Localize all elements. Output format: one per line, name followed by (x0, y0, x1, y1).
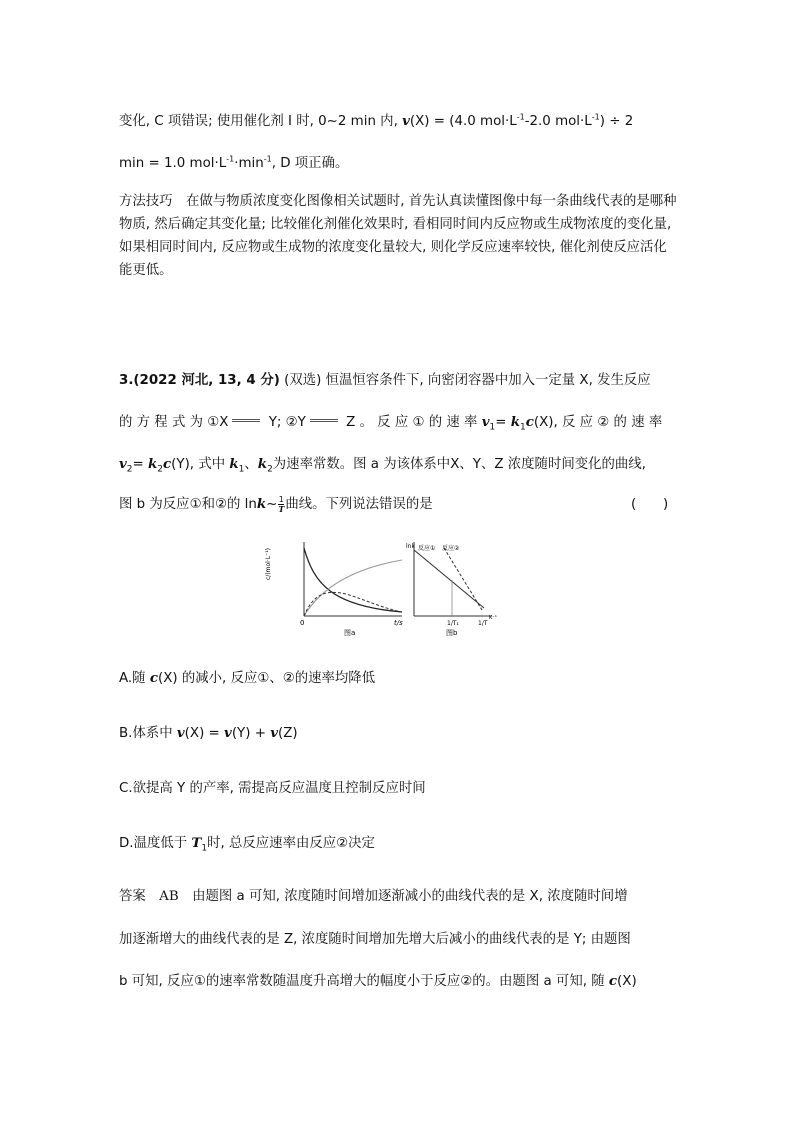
subscript: 2 (157, 464, 164, 475)
question-number: 3. (119, 373, 134, 388)
curve-z (304, 560, 402, 616)
text: 时, 总反应速率由反应②决定 (207, 836, 375, 851)
text: D.温度低于 (119, 836, 188, 851)
question-line-2 (119, 411, 662, 433)
text: 的 方 程 式 为 ①X (119, 415, 229, 430)
b-legend1: 反应① (418, 545, 436, 552)
subscript: 1 (238, 464, 245, 475)
option-d (119, 832, 375, 854)
text: = (495, 415, 511, 430)
a-caption: 图a (344, 629, 356, 637)
text: -2.0 mol·L (524, 114, 592, 129)
answer-label: 答案 (119, 889, 160, 904)
option-b (119, 722, 298, 741)
a-ylabel: c/(mol·L⁻¹) (265, 547, 272, 580)
text: 曲线。下列说法错误的是 (285, 497, 433, 512)
superscript: -1 (591, 112, 600, 122)
symbol-v: v (176, 725, 185, 741)
text: B.体系中 (119, 726, 173, 741)
b-ylabel: lnk (406, 543, 415, 550)
text: (X) = (184, 726, 220, 741)
answer-line-2: 加逐渐增大的曲线代表的是 Z, 浓度随时间增加先增大后减小的曲线代表的是 Y; 由题图 (119, 932, 631, 947)
text: (X) = (4.0 mol·L (409, 114, 517, 129)
symbol-v: v (481, 414, 490, 430)
text: A.随 (119, 671, 146, 686)
symbol-v: v (270, 725, 278, 741)
subscript: 2 (126, 464, 133, 475)
text: = (132, 457, 148, 472)
text: Z 。 反 应 ① 的 速 率 (346, 415, 478, 430)
question-line-4 (119, 493, 433, 513)
superscript: -1 (516, 112, 525, 122)
answer-blank: ( ) (631, 497, 669, 512)
subscript: 2 (267, 464, 273, 475)
figure (265, 536, 506, 640)
fraction (278, 496, 284, 513)
symbol-k: k (510, 414, 520, 430)
text: (双选) 恒温恒容条件下, 向密闭容器中加入一定量 X, 发生反应 (284, 373, 651, 388)
symbol-k: k (229, 456, 239, 472)
text: ) ÷ 2 (599, 114, 634, 129)
question-source: (2022 河北, 13, 4 分) (133, 373, 280, 388)
text: (Y) + (231, 726, 266, 741)
symbol-v: v (119, 456, 127, 472)
symbol-v: v (402, 113, 410, 129)
subscript: 1 (489, 422, 496, 433)
b-tick2: 1/T (478, 620, 488, 627)
line-reaction-1 (414, 550, 484, 608)
text: Y; ②Y (268, 415, 306, 430)
question-line-1 (119, 369, 651, 388)
text: 变化, C 项错误; 使用催化剂 Ⅰ 时, 0~2 min 内, (119, 114, 398, 129)
symbol-c: c (163, 456, 172, 472)
subscript: 1 (201, 843, 208, 854)
question-line-3 (119, 453, 646, 475)
text: 为速率常数。图 a 为该体系中X、Y、Z 浓度随时间变化的曲线, (272, 457, 646, 472)
answer-line-1 (119, 885, 628, 904)
answer-line-3 (119, 970, 637, 989)
symbol-t: T (191, 835, 202, 851)
text: (Y), 式中 (171, 457, 226, 472)
subscript: 1 (519, 422, 526, 433)
curve-x (304, 548, 402, 612)
answer-value: AB (159, 889, 179, 904)
graph-a (265, 542, 403, 637)
symbol-k: k (256, 496, 267, 512)
symbol-v: v (224, 725, 232, 741)
text-line (119, 152, 348, 171)
superscript: -1 (263, 154, 272, 164)
b-caption: 图b (446, 629, 458, 637)
text-line (119, 110, 633, 129)
symbol-c: c (149, 670, 158, 686)
curve-y (304, 592, 402, 616)
text: (X) 的减小, 反应①、②的速率均降低 (158, 671, 376, 686)
graph-b (406, 542, 497, 637)
b-xunit: K⁻¹ (489, 615, 497, 621)
text: (Z) (277, 726, 298, 741)
text: , D 项正确。 (271, 156, 349, 171)
symbol-c: c (608, 973, 618, 989)
b-legend2: 反应② (442, 545, 460, 552)
equilibrium-arrow-icon (232, 419, 260, 422)
text: 、 (244, 457, 258, 472)
text: (X) (617, 974, 637, 989)
a-xlabel: t/s (394, 619, 403, 627)
text: 由题图 a 可知, 浓度随时间增加逐渐减小的曲线代表的是 X, 浓度随时间增 (192, 889, 628, 904)
symbol-k: k (257, 456, 268, 472)
superscript: -1 (226, 154, 235, 164)
b-tick1: 1/T₁ (447, 620, 459, 627)
fraction-denominator: T (278, 503, 285, 514)
method-paragraph: 方法技巧 在做与物质浓度变化图像相关试题时, 首先认真读懂图像中每一条曲线代表的是哪种物质, 然后确定其变化量; 比较催化剂催化效果时, 看相同时间内反应物或生成物浓度的变化量, 如果相同时间内, 反应物或生成物的浓度变化量较大, 则化学反应速率较快, 催化剂使反应活化能更低。 (119, 194, 677, 278)
text: (X), 反 应 ② 的 速 率 (533, 415, 663, 430)
text: 图 b 为反应①和②的 ln (119, 497, 257, 512)
text: ·min (234, 156, 264, 171)
fraction-numerator: 1 (278, 494, 284, 504)
option-a (119, 667, 375, 686)
text: ~ (266, 497, 278, 512)
symbol-k: k (148, 456, 158, 472)
option-c: C.欲提高 Y 的产率, 需提高反应温度且控制反应时间 (119, 781, 426, 796)
a-origin: 0 (300, 619, 305, 627)
text: b 可知, 反应①的速率常数随温度升高增大的幅度小于反应②的。由题图 a 可知, 随 (119, 974, 605, 989)
symbol-c: c (525, 414, 534, 430)
text: min = 1.0 mol·L (119, 156, 227, 171)
equilibrium-arrow-icon (310, 419, 338, 422)
figure-graphs (265, 536, 506, 640)
